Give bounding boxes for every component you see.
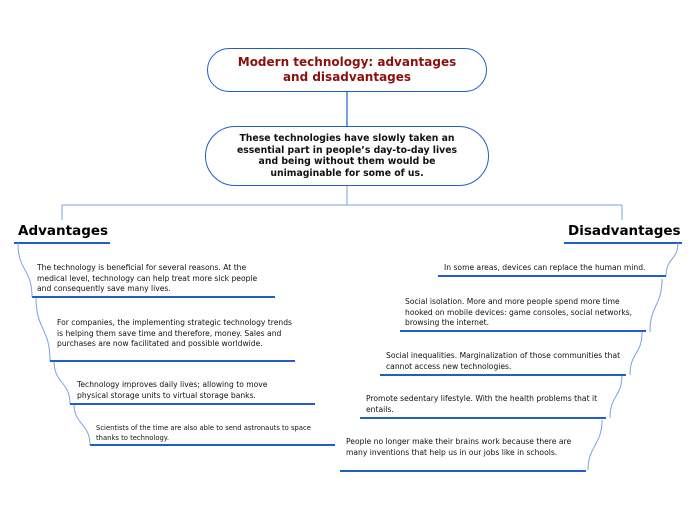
- root-topic-text: Modern technology: advantages and disadvantages: [237, 55, 457, 84]
- adv-curve-1: [18, 243, 32, 297]
- disadvantage-item-5[interactable]: People no longer make their brains work because there are many inventions that help us in our jobs like in schools.: [346, 437, 572, 457]
- advantage-item-3[interactable]: Technology improves daily lives; allowing to move physical storage units to virtual storage banks.: [77, 380, 268, 400]
- dis-curve-4: [610, 375, 622, 418]
- root-topic-node[interactable]: [207, 48, 487, 92]
- dis-curve-1: [666, 243, 678, 276]
- adv-curve-4: [74, 404, 90, 445]
- dis-curve-2: [650, 279, 662, 332]
- subtopic-text: These technologies have slowly taken an essential part in people’s day-to-day lives and being without them would be unimaginable for some of us.: [236, 133, 458, 179]
- advantage-item-2[interactable]: For companies, the implementing strategic technology trends is helping them save time and therefore, money. Sales and purchases are now facilitated and possible worldwide.: [57, 318, 293, 348]
- disadvantage-item-4[interactable]: Promote sedentary lifestyle. With the health problems that it entails.: [366, 394, 598, 414]
- disadvantage-item-2[interactable]: Social isolation. More and more people spend more time hooked on mobile devices: game consoles, social networks, browsing the internet.: [405, 297, 633, 327]
- disadvantage-item-1[interactable]: In some areas, devices can replace the human mind.: [444, 263, 646, 272]
- adv-curve-2: [36, 297, 50, 361]
- advantage-item-1[interactable]: The technology is beneficial for several reasons. At the medical level, technology can help treat more sick people and consequently save many lives.: [37, 263, 258, 293]
- disadvantages-branch-label[interactable]: Disadvantages: [568, 223, 681, 239]
- dis-curve-5: [588, 420, 602, 470]
- advantages-branch-label[interactable]: Advantages: [18, 223, 109, 239]
- dis-curve-3: [630, 332, 642, 375]
- disadvantage-item-3[interactable]: Social inequalities. Marginalization of those communities that cannot access new technologies.: [386, 351, 621, 371]
- advantage-item-4[interactable]: Scientists of the time are also able to send astronauts to space thanks to technology.: [96, 424, 311, 442]
- adv-curve-3: [54, 361, 70, 404]
- subtopic-node[interactable]: [205, 126, 489, 186]
